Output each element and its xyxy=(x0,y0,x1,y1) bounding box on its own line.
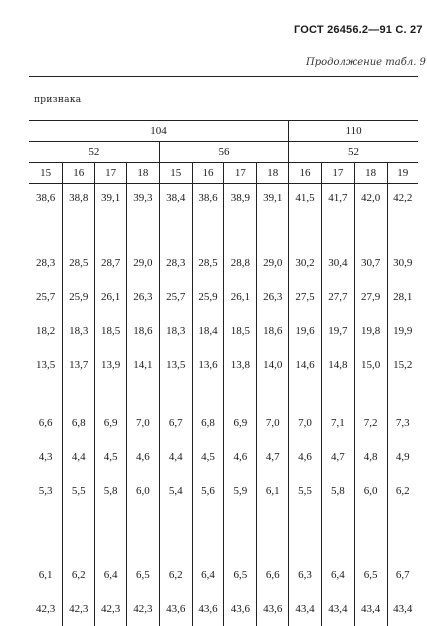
table-row xyxy=(29,184,418,223)
row-label: признака xyxy=(34,95,82,105)
table-cell: 5,5 xyxy=(63,474,95,508)
table-cell: 18,5 xyxy=(95,314,127,348)
row-spacer xyxy=(29,382,418,406)
table-cell: 18,5 xyxy=(224,314,257,348)
table-cell: 6,7 xyxy=(159,406,192,440)
table-row xyxy=(29,440,418,474)
table-cell: 26,1 xyxy=(95,280,127,314)
column-header: 18 xyxy=(354,163,387,184)
spacer-cell xyxy=(29,508,63,558)
table-cell: 13,7 xyxy=(63,348,95,382)
table-cell: 7,0 xyxy=(257,406,289,440)
table-cell: 6,4 xyxy=(192,558,224,592)
spacer-cell xyxy=(192,222,224,246)
spacer-cell xyxy=(289,382,322,406)
table-cell: 42,0 xyxy=(354,184,387,223)
table-cell: 18,6 xyxy=(257,314,289,348)
column-header: 17 xyxy=(95,163,127,184)
spacer-cell xyxy=(159,222,192,246)
column-header: 15 xyxy=(29,163,63,184)
table-cell: 6,6 xyxy=(257,558,289,592)
group-header-110: 110 xyxy=(289,121,418,142)
table-cell: 6,2 xyxy=(387,474,418,508)
spacer-cell xyxy=(159,508,192,558)
spacer-cell xyxy=(29,382,63,406)
table-cell: 7,0 xyxy=(126,406,159,440)
table-cell: 43,6 xyxy=(257,592,289,626)
table-cell: 28,7 xyxy=(95,246,127,280)
column-header: 17 xyxy=(321,163,354,184)
table-body xyxy=(29,184,418,626)
table-cell: 18,4 xyxy=(192,314,224,348)
spacer-cell xyxy=(354,382,387,406)
table-cell: 39,1 xyxy=(257,184,289,223)
table-cell: 42,3 xyxy=(126,592,159,626)
table-cell: 27,7 xyxy=(321,280,354,314)
table-cell: 42,2 xyxy=(387,184,418,223)
spacer-cell xyxy=(321,222,354,246)
table-cell: 6,9 xyxy=(95,406,127,440)
spacer-cell xyxy=(95,508,127,558)
table-cell: 6,0 xyxy=(126,474,159,508)
table-cell: 27,5 xyxy=(289,280,322,314)
table-cell: 28,5 xyxy=(192,246,224,280)
table-cell: 14,0 xyxy=(257,348,289,382)
table-cell: 6,2 xyxy=(63,558,95,592)
table-cell: 38,6 xyxy=(36,192,56,204)
table-cell: 5,3 xyxy=(38,485,53,497)
table-cell: 4,6 xyxy=(289,440,322,474)
table-cell: 4,9 xyxy=(387,440,418,474)
document-code: ГОСТ 26456.2—91 С. 27 xyxy=(294,24,423,36)
table-cell: 6,5 xyxy=(354,558,387,592)
table-cell: 38,6 xyxy=(192,184,224,223)
table-cell: 6,1 xyxy=(257,474,289,508)
table-cell: 19,9 xyxy=(387,314,418,348)
spacer-cell xyxy=(159,382,192,406)
group-header-row xyxy=(29,121,418,142)
table-row xyxy=(29,246,418,280)
table-cell: 38,8 xyxy=(63,184,95,223)
table-cell: 6,8 xyxy=(63,406,95,440)
table-cell: 26,3 xyxy=(126,280,159,314)
group-header-104: 104 xyxy=(29,121,289,142)
table-cell: 15,0 xyxy=(354,348,387,382)
column-header: 19 xyxy=(387,163,418,184)
spacer-cell xyxy=(63,508,95,558)
spacer-cell xyxy=(257,222,289,246)
table-cell: 19,6 xyxy=(289,314,322,348)
table-cell: 30,7 xyxy=(354,246,387,280)
table-cell: 28,3 xyxy=(36,257,56,269)
table-cell: 29,0 xyxy=(257,246,289,280)
spacer-cell xyxy=(126,382,159,406)
table-row xyxy=(29,558,418,592)
table-cell: 43,4 xyxy=(289,592,322,626)
table-cell: 4,5 xyxy=(95,440,127,474)
table-cell: 4,5 xyxy=(192,440,224,474)
spacer-cell xyxy=(289,508,322,558)
table-cell: 29,0 xyxy=(126,246,159,280)
table-cell: 6,3 xyxy=(289,558,322,592)
table-cell: 6,6 xyxy=(38,417,53,429)
table-row xyxy=(29,280,418,314)
spacer-cell xyxy=(29,222,63,246)
spacer-cell xyxy=(224,222,257,246)
table-cell: 5,8 xyxy=(95,474,127,508)
table-cell: 15,2 xyxy=(387,348,418,382)
table-cell: 13,9 xyxy=(95,348,127,382)
table-cell: 39,1 xyxy=(95,184,127,223)
table-cell: 28,1 xyxy=(387,280,418,314)
table-cell: 18,6 xyxy=(126,314,159,348)
table-cell: 42,3 xyxy=(36,603,56,615)
table-row xyxy=(29,314,418,348)
table-row xyxy=(29,592,418,626)
spacer-cell xyxy=(387,382,418,406)
table-cell: 43,6 xyxy=(224,592,257,626)
table-cell: 4,6 xyxy=(126,440,159,474)
table-cell: 4,3 xyxy=(38,451,53,463)
table-cell: 26,3 xyxy=(257,280,289,314)
table-cell: 26,1 xyxy=(224,280,257,314)
table-cell: 28,3 xyxy=(159,246,192,280)
table-cell: 41,7 xyxy=(321,184,354,223)
table-cell: 14,6 xyxy=(289,348,322,382)
spacer-cell xyxy=(354,508,387,558)
table-cell: 7,3 xyxy=(387,406,418,440)
column-header: 17 xyxy=(224,163,257,184)
spacer-cell xyxy=(387,508,418,558)
table-cell: 43,6 xyxy=(159,592,192,626)
table-cell: 25,9 xyxy=(192,280,224,314)
table-cell: 4,7 xyxy=(257,440,289,474)
table-cell: 6,9 xyxy=(224,406,257,440)
table-cell: 25,7 xyxy=(159,280,192,314)
sub-header-row xyxy=(29,142,418,163)
spacer-cell xyxy=(321,382,354,406)
table-cell: 6,2 xyxy=(159,558,192,592)
table-cell: 5,9 xyxy=(224,474,257,508)
table-cell: 19,7 xyxy=(321,314,354,348)
column-header: 16 xyxy=(63,163,95,184)
table-cell: 5,4 xyxy=(159,474,192,508)
table-cell: 28,8 xyxy=(224,246,257,280)
table-row xyxy=(29,474,418,508)
spacer-cell xyxy=(387,222,418,246)
column-header: 18 xyxy=(126,163,159,184)
spacer-cell xyxy=(95,382,127,406)
table-cell: 7,0 xyxy=(289,406,322,440)
table-cell: 4,4 xyxy=(63,440,95,474)
table-cell: 27,9 xyxy=(354,280,387,314)
row-spacer xyxy=(29,222,418,246)
table-cell: 13,5 xyxy=(36,359,56,371)
table-cell: 38,9 xyxy=(224,184,257,223)
table-cell: 13,6 xyxy=(192,348,224,382)
table-cell: 4,4 xyxy=(159,440,192,474)
table-cell: 14,1 xyxy=(126,348,159,382)
column-header: 16 xyxy=(289,163,322,184)
table-cell: 6,4 xyxy=(95,558,127,592)
spacer-cell xyxy=(63,382,95,406)
table-cell: 4,6 xyxy=(224,440,257,474)
spacer-cell xyxy=(63,222,95,246)
table-continuation-caption: Продолжение табл. 9 xyxy=(306,57,426,68)
spacer-cell xyxy=(192,508,224,558)
table-row xyxy=(29,406,418,440)
table-cell: 18,3 xyxy=(159,314,192,348)
table-cell: 42,3 xyxy=(95,592,127,626)
spacer-cell xyxy=(126,508,159,558)
table-cell: 30,2 xyxy=(289,246,322,280)
spacer-cell xyxy=(257,508,289,558)
table-cell: 6,4 xyxy=(321,558,354,592)
table-cell: 6,0 xyxy=(354,474,387,508)
table-cell: 13,8 xyxy=(224,348,257,382)
table-cell: 13,5 xyxy=(159,348,192,382)
table-cell: 39,3 xyxy=(126,184,159,223)
spacer-cell xyxy=(224,382,257,406)
table-cell: 43,4 xyxy=(354,592,387,626)
spacer-cell xyxy=(95,222,127,246)
sub-header: 56 xyxy=(159,142,288,163)
sub-header: 52 xyxy=(29,142,159,163)
table-cell: 4,8 xyxy=(354,440,387,474)
table-cell: 43,4 xyxy=(387,592,418,626)
table-cell: 6,5 xyxy=(224,558,257,592)
table-cell: 5,5 xyxy=(289,474,322,508)
table-cell: 43,6 xyxy=(192,592,224,626)
table-cell: 5,6 xyxy=(192,474,224,508)
data-table xyxy=(29,120,418,626)
spacer-cell xyxy=(257,382,289,406)
table-cell: 6,7 xyxy=(387,558,418,592)
column-header: 18 xyxy=(257,163,289,184)
table-cell: 6,8 xyxy=(192,406,224,440)
table-cell: 4,7 xyxy=(321,440,354,474)
spacer-cell xyxy=(192,382,224,406)
table-cell: 30,4 xyxy=(321,246,354,280)
table-cell: 28,5 xyxy=(63,246,95,280)
table-cell: 25,9 xyxy=(63,280,95,314)
table-cell: 42,3 xyxy=(63,592,95,626)
spacer-cell xyxy=(321,508,354,558)
table-cell: 18,3 xyxy=(63,314,95,348)
spacer-cell xyxy=(289,222,322,246)
table-row xyxy=(29,348,418,382)
table-cell: 25,7 xyxy=(36,291,56,303)
table-cell: 41,5 xyxy=(289,184,322,223)
column-header: 15 xyxy=(159,163,192,184)
spacer-cell xyxy=(224,508,257,558)
column-header: 16 xyxy=(192,163,224,184)
table-cell: 30,9 xyxy=(387,246,418,280)
table-cell: 14,8 xyxy=(321,348,354,382)
table-cell: 6,5 xyxy=(126,558,159,592)
table-cell: 43,4 xyxy=(321,592,354,626)
table-cell: 19,8 xyxy=(354,314,387,348)
spacer-cell xyxy=(354,222,387,246)
table-cell: 38,4 xyxy=(159,184,192,223)
table-cell: 18,2 xyxy=(36,325,56,337)
sub-header: 52 xyxy=(289,142,418,163)
table-cell: 7,1 xyxy=(321,406,354,440)
column-header-row xyxy=(29,163,418,184)
table-cell: 7,2 xyxy=(354,406,387,440)
spacer-cell xyxy=(126,222,159,246)
row-spacer xyxy=(29,508,418,558)
table-cell: 5,8 xyxy=(321,474,354,508)
top-rule xyxy=(29,76,418,77)
table-cell: 6,1 xyxy=(38,569,53,581)
